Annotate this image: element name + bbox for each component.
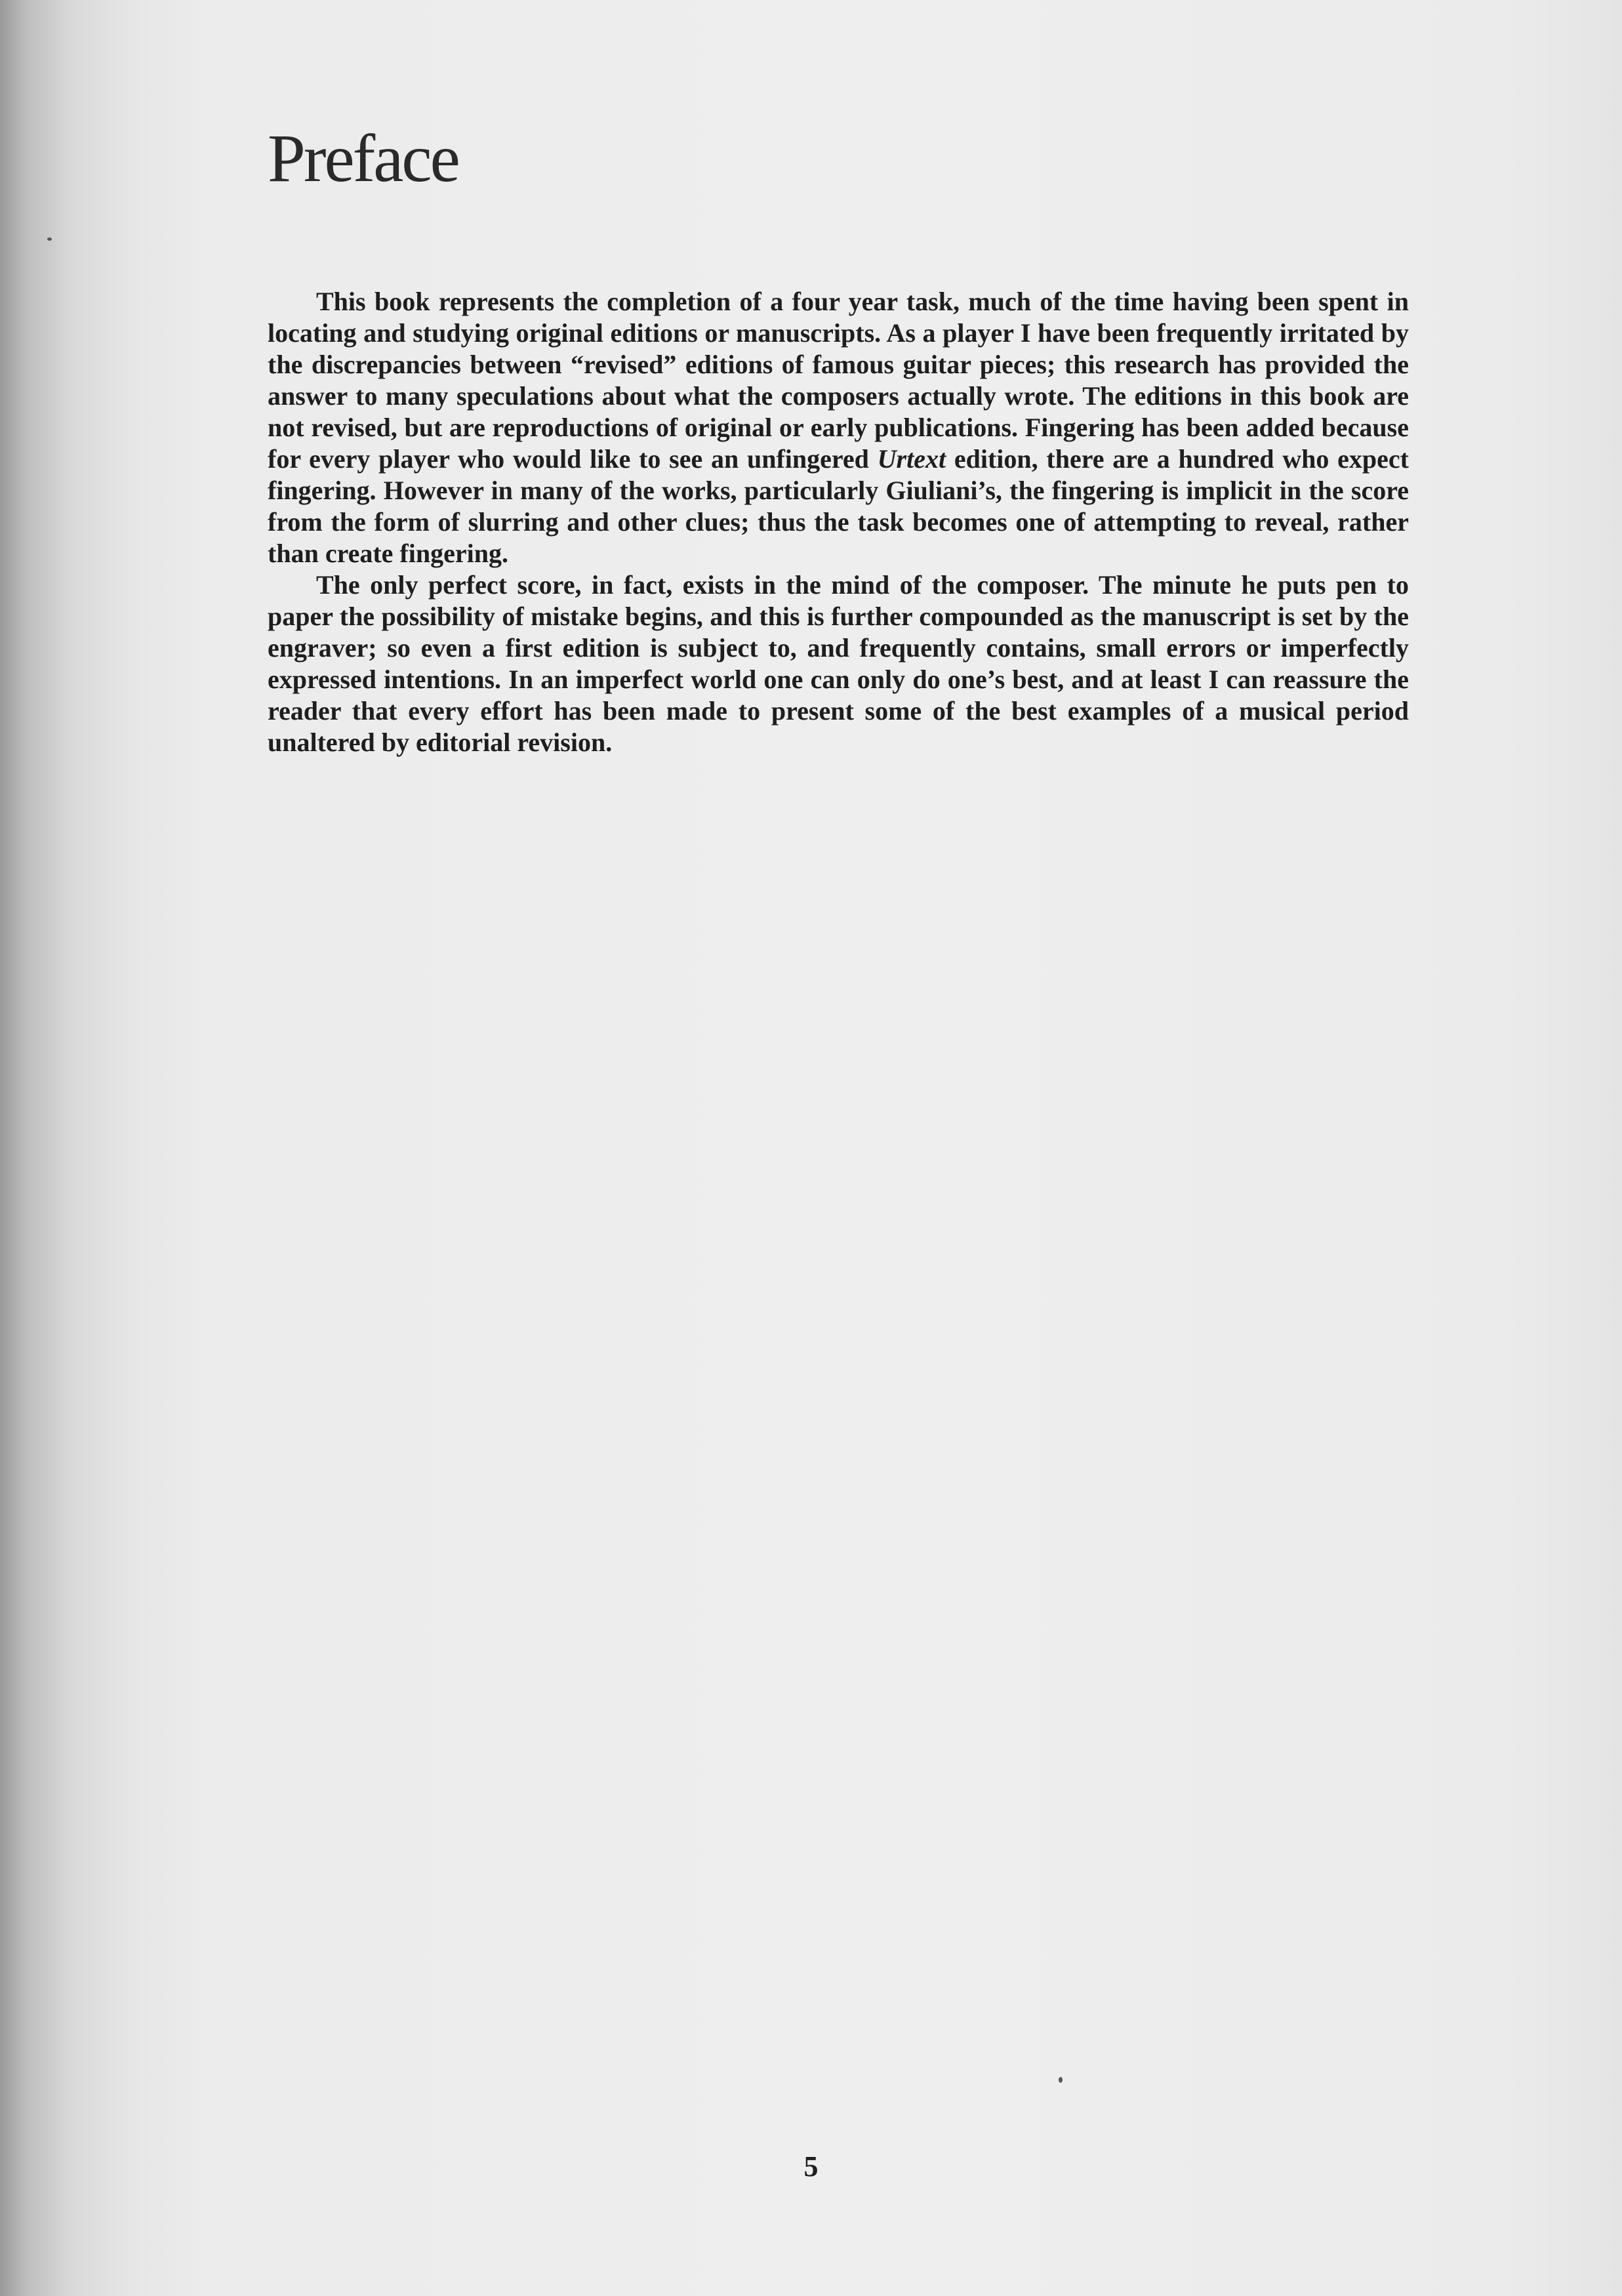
page-title: Preface xyxy=(268,121,458,196)
paragraph-2: The only perfect score, in fact, exists in the mind of the composer. The minute he puts pen to paper the possibility of mistake begins, and this is further compounded as the manuscript is set by the engraver; so even a first edition is subject to, and frequently contains, small errors or imperfectly expressed intentions. In an imperfect world one can only do one’s best, and at least I can reassure the reader that every effort has been made to present some of the best examples of a musical period unaltered by editorial revision. xyxy=(268,570,1409,757)
preface-body xyxy=(268,286,1409,758)
scan-speck xyxy=(1059,2077,1063,2083)
paragraph-1-emphasis: Urtext xyxy=(877,444,946,474)
paragraph-1 xyxy=(268,286,1409,569)
page-number: 5 xyxy=(803,2150,819,2183)
paragraph-1-text-a: This book represents the completion of a four year task, much of the time having been spent in locating and studying original editions or manuscripts. As a player I have been frequently irritated by the discrepancies between “revised” editions of famous guitar pieces; this research has provided the answer to many speculations about what the composers actually wrote. The editions in this book are not revised, but are reproductions of original or early publications. Fingering has been added because for every player who would like to see an unfingered xyxy=(268,287,1409,474)
scan-speck xyxy=(47,237,52,241)
paragraph-1-text-b: edition, there are a hundred who expect fingering. However in many of the works, particularly Giuliani’s, the fingering is implicit in the score from the form of slurring and other clues; thus the task becomes one of attempting to reveal, rather than create fingering. xyxy=(268,444,1409,568)
